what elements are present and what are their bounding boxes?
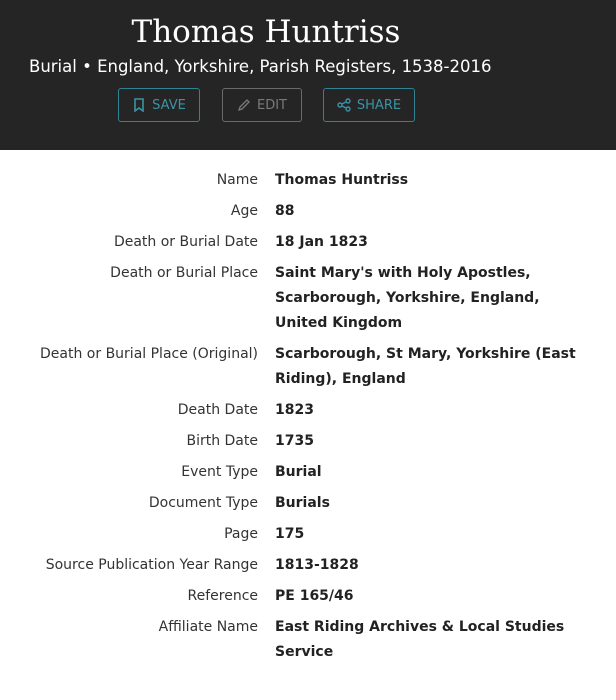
field-value: 1813-1828 <box>275 557 359 573</box>
field-value: 18 Jan 1823 <box>275 234 368 250</box>
field-row-burial-place-original <box>0 342 616 398</box>
field-label: Event Type <box>181 464 258 480</box>
field-label: Affiliate Name <box>158 619 258 635</box>
field-label: Name <box>216 172 258 188</box>
field-label: Source Publication Year Range <box>45 557 258 573</box>
field-row-year-range <box>0 553 616 584</box>
record-details <box>0 168 616 671</box>
share-label: SHARE <box>356 97 402 113</box>
field-row-name <box>0 168 616 199</box>
record-collection-subtitle: Burial • England, Yorkshire, Parish Registers, 1538-2016 <box>29 57 492 76</box>
field-value: 175 <box>275 526 305 542</box>
share-icon <box>337 98 351 112</box>
field-label: Age <box>230 203 258 219</box>
field-label: Death or Burial Place <box>110 265 258 281</box>
field-row-document-type <box>0 491 616 522</box>
edit-label: EDIT <box>257 97 287 113</box>
page-title: Thomas Huntriss <box>131 14 401 50</box>
field-value: Burial <box>275 464 322 480</box>
field-label: Page <box>224 526 258 542</box>
field-row-event-type <box>0 460 616 491</box>
field-value: 1823 <box>275 402 314 418</box>
save-button[interactable] <box>118 88 200 122</box>
bookmark-icon <box>132 98 146 112</box>
record-header <box>0 0 616 150</box>
field-value: Saint Mary's with Holy Apostles, Scarborough, Yorkshire, England, United Kingdom <box>275 265 540 331</box>
field-row-reference <box>0 584 616 615</box>
field-row-page <box>0 522 616 553</box>
share-button[interactable] <box>323 88 415 122</box>
field-label: Birth Date <box>186 433 258 449</box>
field-value: PE 165/46 <box>275 588 354 604</box>
field-row-death-date <box>0 398 616 429</box>
field-row-burial-date <box>0 230 616 261</box>
edit-button[interactable] <box>222 88 302 122</box>
field-value: East Riding Archives & Local Studies Service <box>275 619 565 660</box>
field-row-affiliate-name <box>0 615 616 671</box>
field-label: Document Type <box>148 495 258 511</box>
field-row-age <box>0 199 616 230</box>
field-value: Scarborough, St Mary, Yorkshire (East Riding), England <box>275 346 576 387</box>
field-value: Thomas Huntriss <box>275 172 409 188</box>
field-label: Death or Burial Date <box>113 234 258 250</box>
field-value: 88 <box>275 203 295 219</box>
field-label: Death or Burial Place (Original) <box>40 346 258 362</box>
field-label: Reference <box>187 588 258 604</box>
pencil-icon <box>237 98 251 112</box>
field-value: 1735 <box>275 433 314 449</box>
field-row-burial-place <box>0 261 616 342</box>
save-label: SAVE <box>152 97 186 113</box>
field-label: Death Date <box>177 402 258 418</box>
field-value: Burials <box>275 495 330 511</box>
field-row-birth-date <box>0 429 616 460</box>
